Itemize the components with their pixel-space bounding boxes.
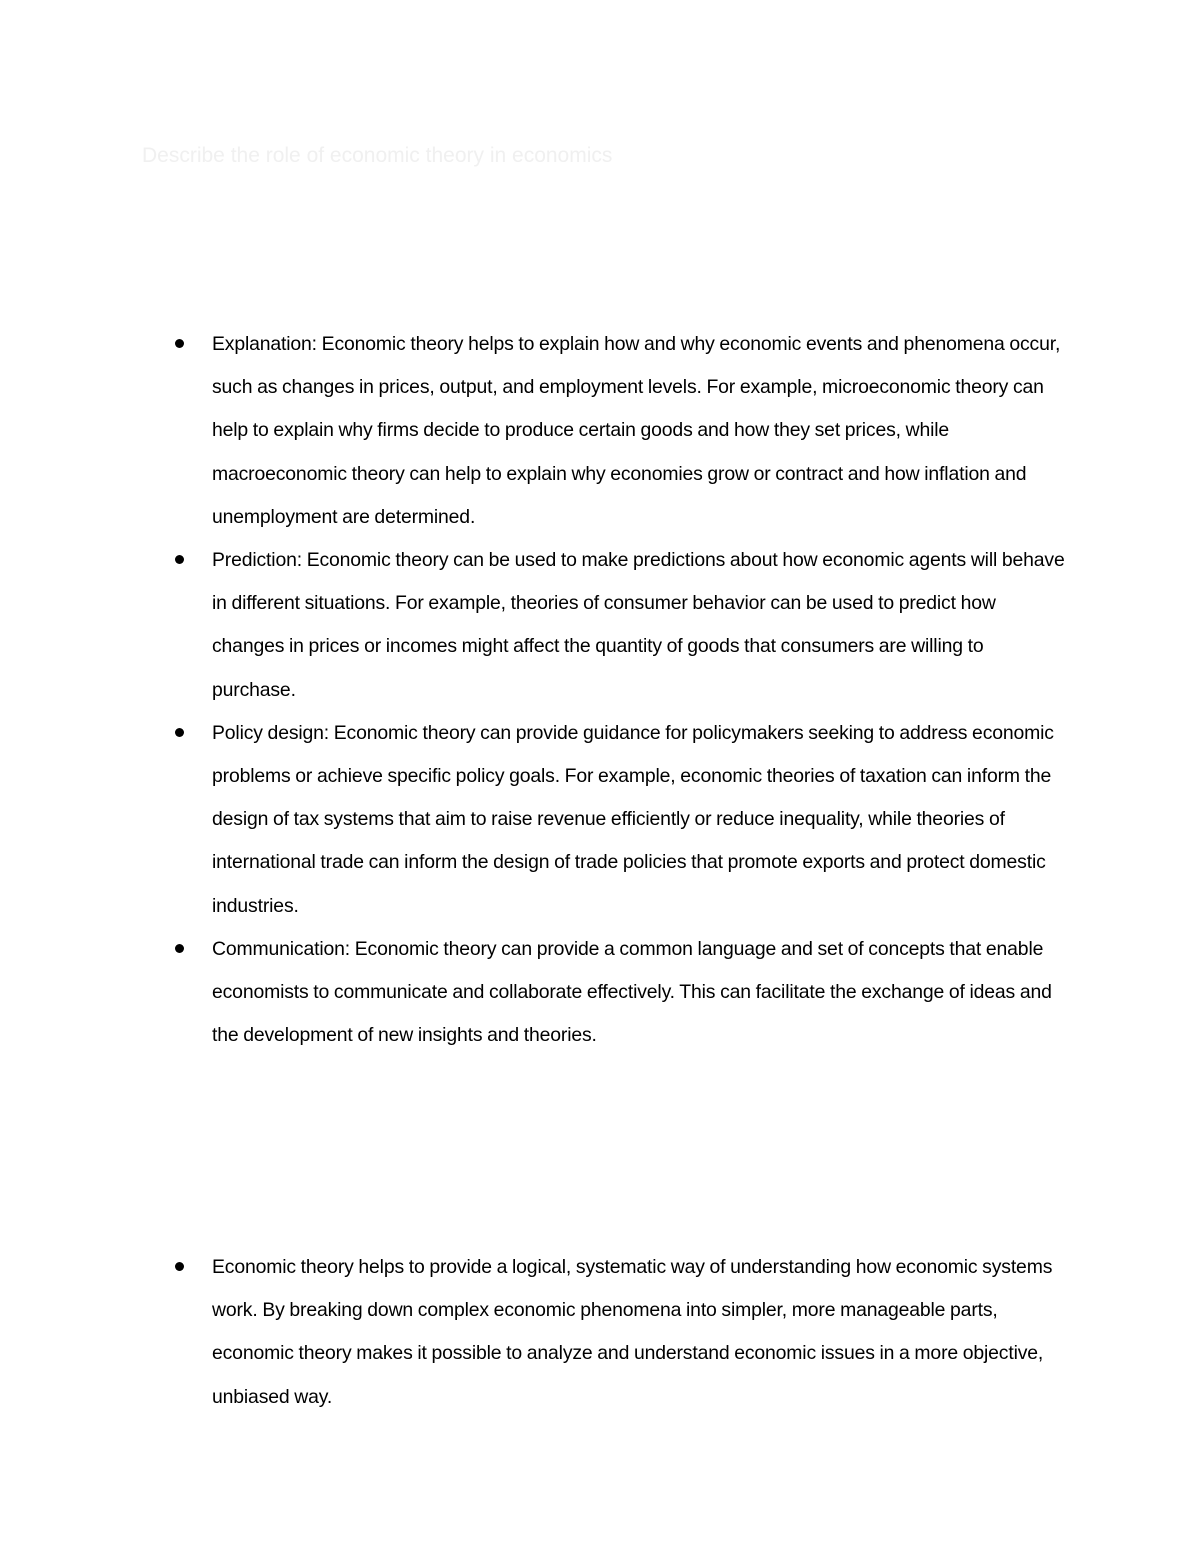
- list-item-text: Policy design: Economic theory can provide guidance for policymakers seeking to address economic problems or achieve specific policy goals. For example, economic theories of taxation can inform the design of tax systems that aim to raise revenue efficiently or reduce inequality, while theories of international trade can inform the design of trade policies that promote exports and protect domestic industries.: [212, 721, 1054, 917]
- list-item-summary: [0, 1246, 1072, 1419]
- list-item-text: Prediction: Economic theory can be used to make predictions about how economic agents will behave in different situations. For example, theories of consumer behavior can be used to predict how changes in prices or incomes might affect the quantity of goods that consumers are willing to purchase.: [212, 549, 1065, 701]
- list-item-explanation: [0, 323, 1072, 539]
- list-item-communication: [0, 928, 1072, 1058]
- list-item-text: Communication: Economic theory can provide a common language and set of concepts that enable economists to communicate and collaborate effectively. This can facilitate the exchange of ideas and the development of new insights and theories.: [212, 937, 1052, 1047]
- roles-bullet-list: [0, 323, 1200, 1057]
- document-title: Describe the role of economic theory in economics: [142, 144, 613, 167]
- summary-bullet-list: [0, 1246, 1200, 1419]
- list-item-text: Explanation: Economic theory helps to explain how and why economic events and phenomena occur, such as changes in prices, output, and employment levels. For example, microeconomic theory can help to explain why firms decide to produce certain goods and how they set prices, while macroeconomic theory can help to explain why economies grow or contract and how inflation and unemployment are determined.: [212, 333, 1061, 528]
- list-item-text: Economic theory helps to provide a logical, systematic way of understanding how economic systems work. By breaking down complex economic phenomena into simpler, more manageable parts, economic theory makes it possible to analyze and understand economic issues in a more objective, unbiased way.: [212, 1256, 1053, 1408]
- bullet-icon: [175, 555, 184, 564]
- list-item-policy-design: [0, 712, 1072, 928]
- list-item-prediction: [0, 539, 1072, 712]
- bullet-icon: [175, 728, 184, 737]
- bullet-icon: [175, 339, 184, 348]
- bullet-icon: [175, 1262, 184, 1271]
- bullet-icon: [175, 944, 184, 953]
